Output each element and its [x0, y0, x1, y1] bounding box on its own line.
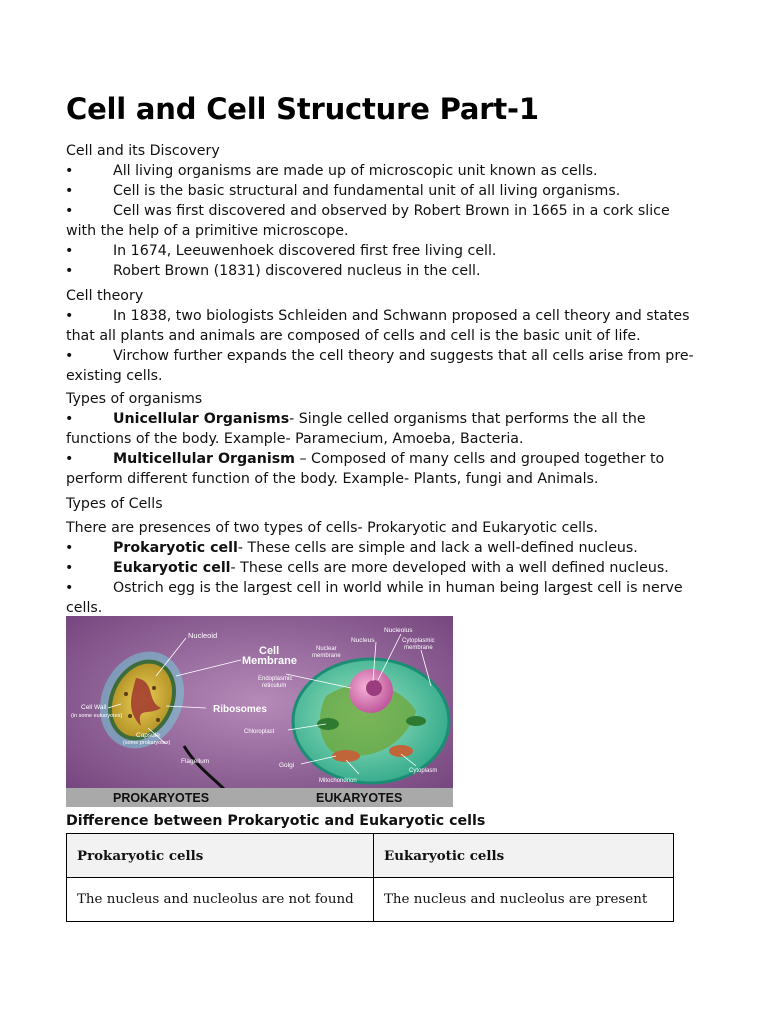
label-cyto-membrane-1: Cytoplasmic: [402, 638, 435, 644]
cell-diagram-image: [66, 616, 453, 807]
bullet-icon: •: [65, 163, 74, 179]
list-item: • Cell was first discovered and observed by Robert Brown in 1665 in a cork slice with the help of a primitive microscope.: [65, 203, 670, 239]
bullet-icon: •: [65, 560, 74, 576]
bullet-icon: •: [65, 451, 74, 467]
label-nucleoid: Nucleoid: [188, 631, 218, 640]
eukaryote-illustration: [293, 659, 449, 783]
list-item: • Cell is the basic structural and fundamental unit of all living organisms.: [65, 183, 621, 199]
table-cell: The nucleus and nucleolus are present: [374, 878, 674, 922]
label-nuclear-membrane-1: Nuclear: [316, 646, 337, 652]
bullet-icon: •: [65, 540, 74, 556]
label-ribosomes: Ribosomes: [213, 704, 267, 715]
label-capsule: Capsule: [136, 732, 160, 739]
list-item: • Robert Brown (1831) discovered nucleus in the cell.: [65, 263, 481, 279]
label-cell-membrane-1: Cell: [259, 645, 280, 657]
table-header-row: [67, 834, 674, 878]
document-body: [66, 141, 712, 618]
bullet-icon: •: [65, 308, 74, 324]
label-eukaryotes: EUKARYOTES: [316, 791, 403, 805]
list-item: • Unicellular Organisms- Single celled organisms that performs the all the functions of the body. Example- Paramecium, Amoeba, Bacteria.: [65, 411, 646, 447]
list-item: • Ostrich egg is the largest cell in world while in human being largest cell is nerve cells.: [65, 580, 683, 616]
cells-intro: There are presences of two types of cells- Prokaryotic and Eukaryotic cells.: [66, 520, 598, 536]
bullet-icon: •: [65, 243, 74, 259]
section-heading-cells: Types of Cells: [66, 496, 163, 512]
label-cyto-membrane-2: membrane: [404, 645, 433, 651]
table-title: Difference between Prokaryotic and Eukaryotic cells: [66, 813, 486, 829]
section-heading-discovery: Cell and its Discovery: [66, 143, 220, 159]
label-capsule-note: (some prokaryotes): [123, 740, 171, 746]
list-item: • In 1838, two biologists Schleiden and Schwann proposed a cell theory and states that all plants and animals are composed of cells and cell is the basic unit of life.: [65, 308, 690, 344]
label-prokaryotes: PROKARYOTES: [113, 791, 210, 805]
comparison-table: [66, 833, 674, 922]
list-item: • In 1674, Leeuwenhoek discovered first free living cell.: [65, 243, 497, 259]
label-cell-wall: Cell Wall: [81, 704, 107, 711]
list-item: • Prokaryotic cell- These cells are simple and lack a well-defined nucleus.: [65, 540, 638, 556]
label-chloroplast: Chloroplast: [244, 729, 275, 735]
bullet-icon: •: [65, 203, 74, 219]
label-nucleolus: Nucleolus: [384, 627, 413, 634]
section-heading-organisms: Types of organisms: [66, 391, 203, 407]
label-flagellum: Flagellum: [181, 758, 210, 765]
bullet-icon: •: [65, 580, 74, 596]
column-header-prokaryotic: Prokaryotic cells: [67, 834, 374, 878]
bullet-icon: •: [65, 411, 74, 427]
table-row: [67, 878, 674, 922]
column-header-eukaryotic: Eukaryotic cells: [374, 834, 674, 878]
bullet-icon: •: [65, 263, 74, 279]
list-item: • Eukaryotic cell- These cells are more developed with a well defined nucleus.: [65, 560, 669, 576]
label-cell-membrane-2: Membrane: [242, 655, 298, 667]
label-er-2: reticulum: [262, 683, 287, 689]
bullet-icon: •: [65, 183, 74, 199]
label-mitochondrion: Mitochondrion: [319, 778, 357, 784]
page-title: Cell and Cell Structure Part-1: [66, 92, 539, 126]
label-er-1: Endoplasmic: [258, 676, 293, 682]
bullet-icon: •: [65, 348, 74, 364]
label-nuclear-membrane-2: membrane: [312, 653, 341, 659]
list-item: • All living organisms are made up of microscopic unit known as cells.: [65, 163, 598, 179]
section-heading-theory: Cell theory: [66, 288, 144, 304]
label-nucleus: Nucleus: [351, 637, 375, 644]
list-item: • Virchow further expands the cell theory and suggests that all cells arise from pre- existing cells.: [65, 348, 694, 384]
table-cell: The nucleus and nucleolus are not found: [67, 878, 374, 922]
label-cytoplasm: Cytoplasm: [409, 768, 438, 774]
label-cell-wall-note: (in some eukaryotes): [71, 713, 123, 719]
label-golgi: Golgi: [279, 762, 295, 769]
list-item: • Multicellular Organism – Composed of many cells and grouped together to perform different function of the body. Example- Plants, fungi and Animals.: [65, 451, 665, 487]
